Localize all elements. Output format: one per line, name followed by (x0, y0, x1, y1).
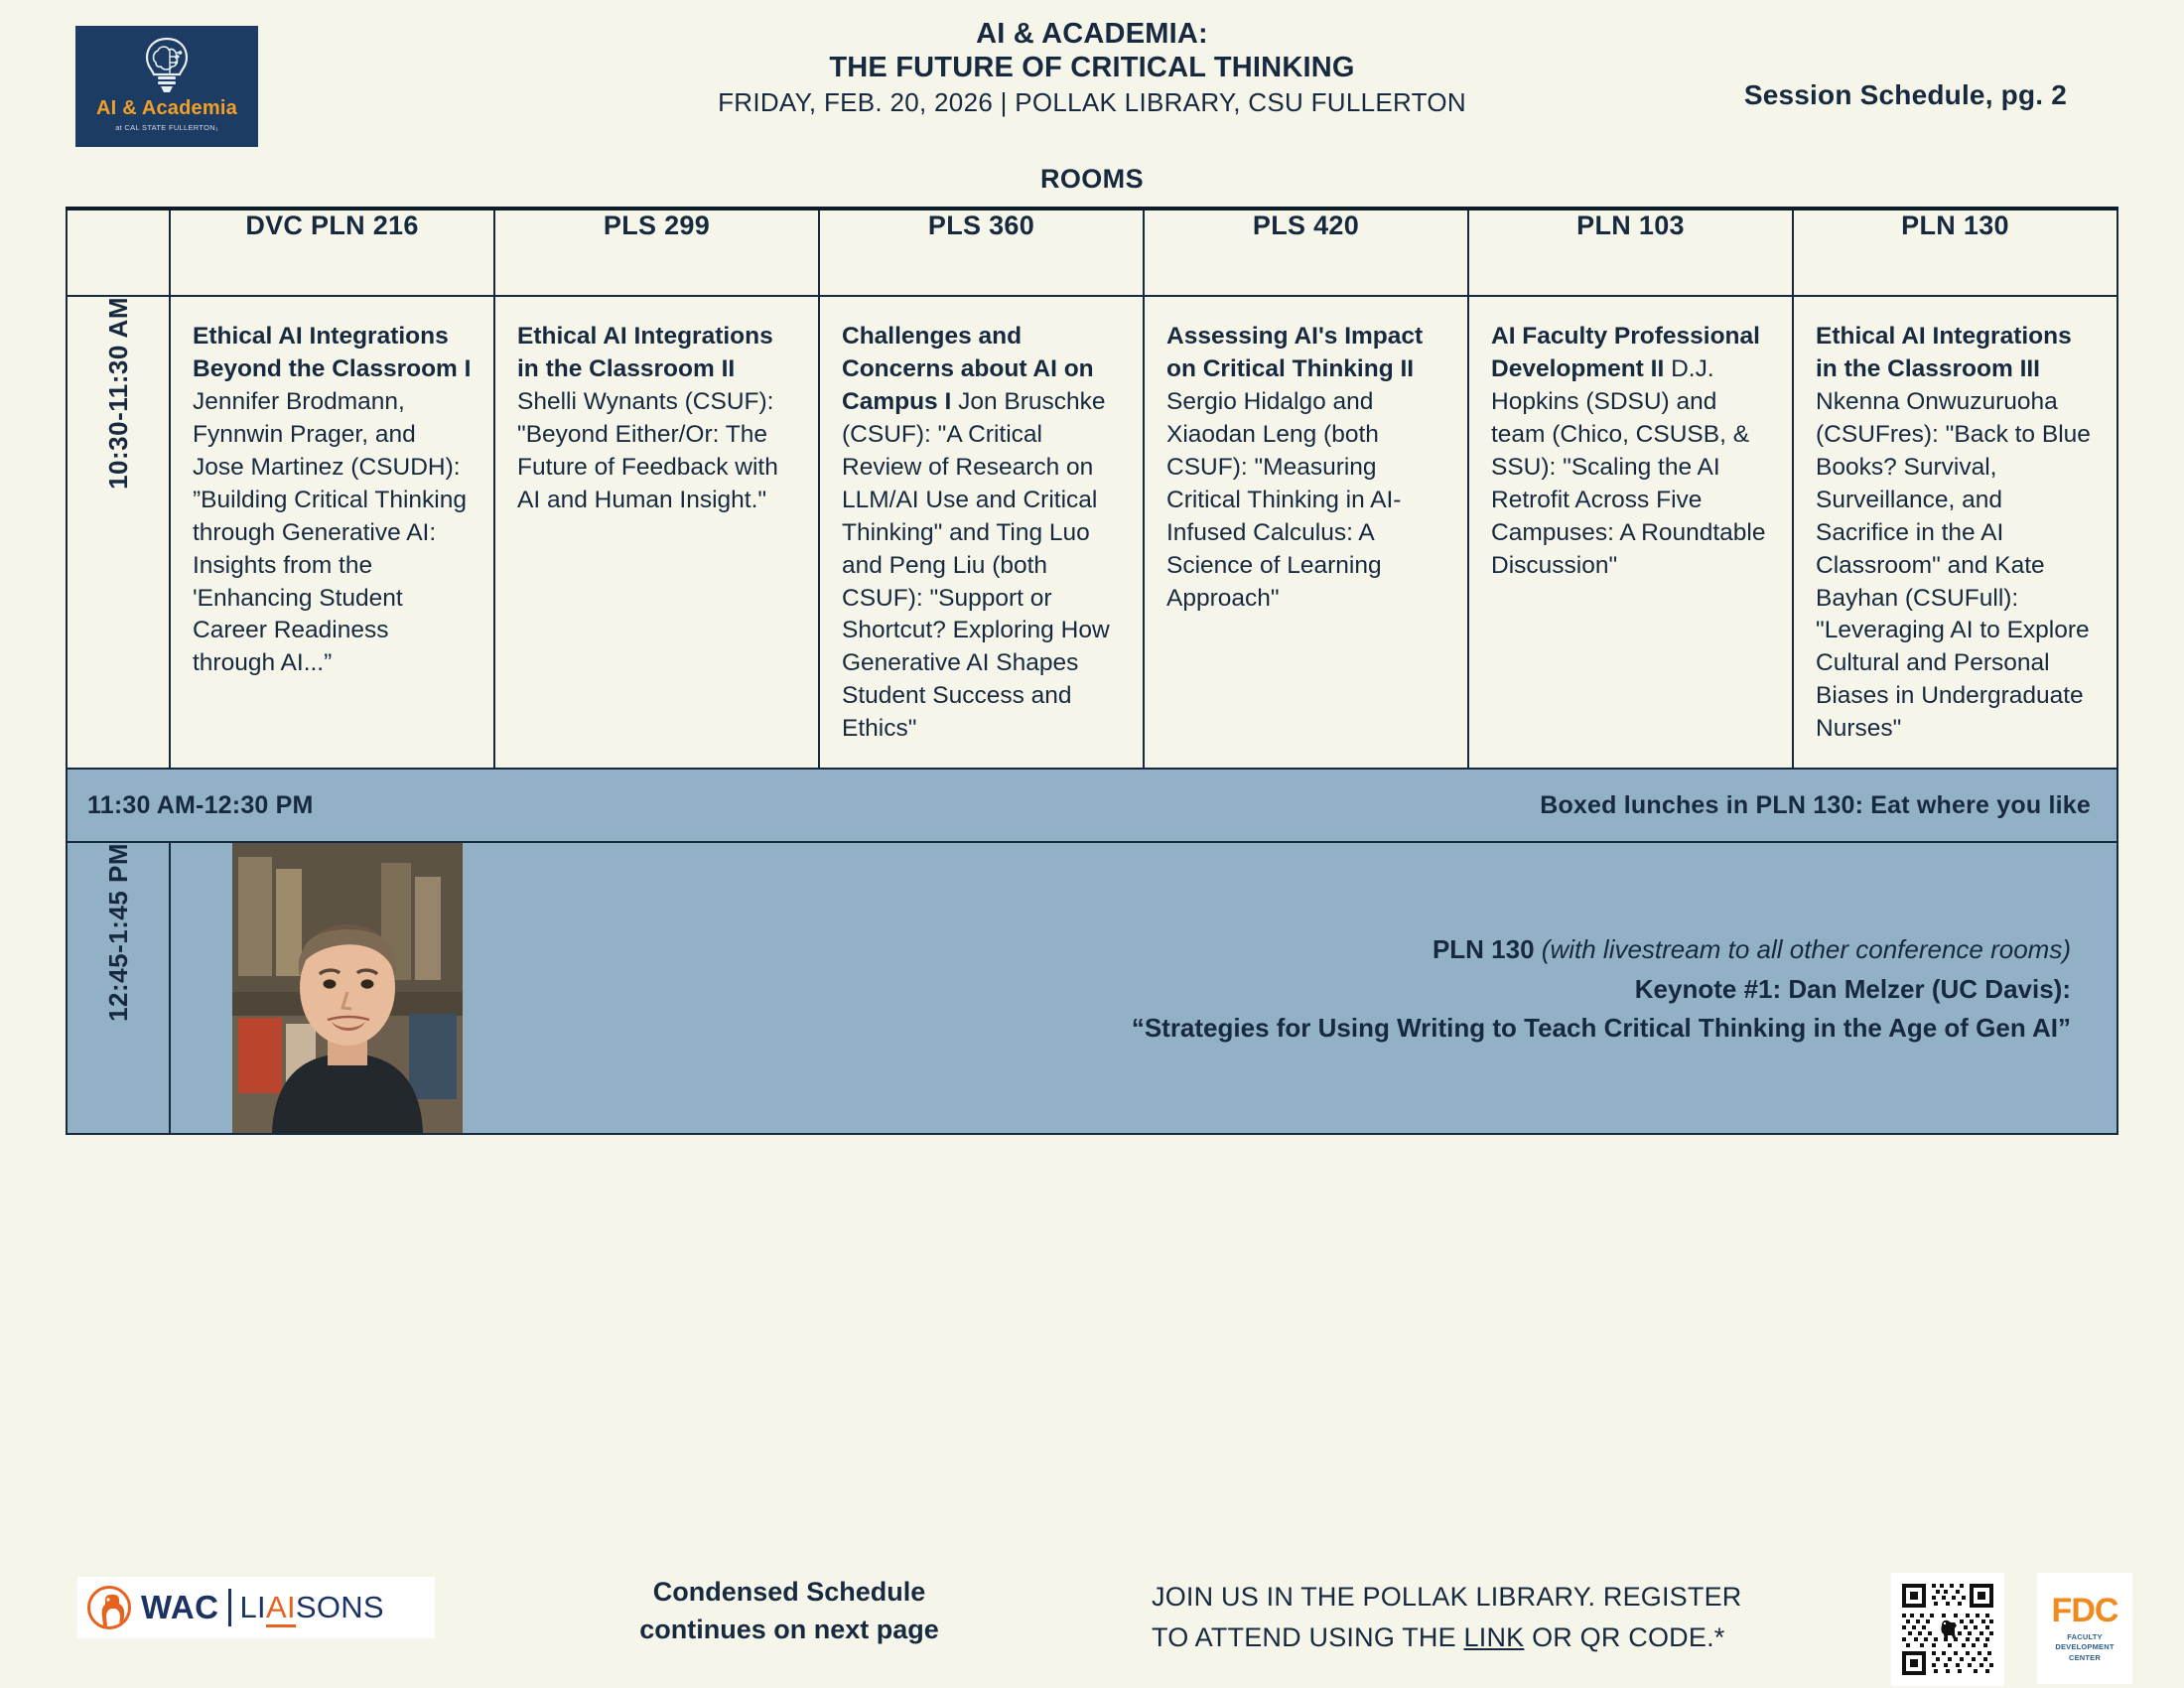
liaisons-wordmark (240, 1590, 384, 1625)
condensed-note-line2: continues on next page (639, 1615, 939, 1645)
registration-note (1152, 1577, 1876, 1658)
header-corner-blank (67, 209, 170, 296)
wac-divider (228, 1589, 231, 1626)
keynote-cell (170, 842, 2117, 1134)
liaisons-prefix: LI (239, 1590, 266, 1624)
registration-line2-pre: TO ATTEND USING THE (1152, 1622, 1464, 1653)
qr-code-graphic (1898, 1580, 1997, 1679)
session-cell-pln-103 (1468, 296, 1793, 769)
keynote-speaker-label: Keynote #1: Dan Melzer (UC Davis): (1634, 973, 2071, 1004)
session-cell-pls-360 (819, 296, 1144, 769)
speaker-headshot-illustration (232, 843, 463, 1133)
session-row-1030 (67, 296, 2117, 769)
event-title-line2: THE FUTURE OF CRITICAL THINKING (829, 51, 1355, 83)
lunch-time-label: 11:30 AM-12:30 PM (87, 790, 314, 819)
fdc-subtitle (2055, 1632, 2114, 1662)
fdc-sub-line2: DEVELOPMENT (2055, 1642, 2115, 1652)
condensed-note-line1: Condensed Schedule (652, 1577, 926, 1607)
session-title: Challenges and Concerns about AI on Campus I (842, 323, 1094, 415)
registration-line2 (1152, 1618, 1876, 1658)
giraffe-circle-icon (87, 1586, 131, 1629)
fdc-letters: FDC (2051, 1592, 2118, 1630)
registration-line2-post: OR QR CODE.* (1524, 1622, 1725, 1653)
registration-line1: JOIN US IN THE POLLAK LIBRARY. REGISTER (1152, 1582, 1742, 1612)
logo-subtitle: at CAL STATE FULLERTON₁ (115, 123, 218, 132)
session-title: AI Faculty Professional Development II (1491, 323, 1760, 382)
session-cell-pls-420 (1144, 296, 1468, 769)
keynote-livestream-note: (with livestream to all other conference rooms) (1541, 934, 2071, 965)
qr-code-icon[interactable] (1891, 1573, 2004, 1686)
fdc-sub-line1: FACULTY (2067, 1632, 2103, 1642)
session-title: Assessing AI's Impact on Critical Thinking II (1166, 323, 1424, 382)
session-title: Ethical AI Integrations Beyond the Classroom I (193, 323, 472, 382)
session-cell-pln-130 (1793, 296, 2117, 769)
session-presenters: D.J. Hopkins (SDSU) and team (Chico, CSUSB, & SSU): "Scaling the AI Retrofit Across Five Campuses: A Roundtable Discussion" (1491, 354, 1766, 579)
table-header-row (67, 209, 2117, 296)
keynote-room-line (463, 930, 2071, 970)
lunch-note-label: Boxed lunches in PLN 130: Eat where you like (1540, 790, 2091, 819)
wac-wordmark: WAC (141, 1589, 219, 1625)
fdc-sub-line3: CENTER (2068, 1652, 2102, 1662)
wac-liaisons-logo (77, 1577, 435, 1638)
room-header-pls-360: PLS 360 (819, 209, 1144, 296)
room-header-dvc-pln-216: DVC PLN 216 (170, 209, 494, 296)
session-presenters: Jennifer Brodmann, Fynnwin Prager, and Jose Martinez (CSUDH): ”Building Critical Thinking through Generative AI: Insights from the 'Enhancing Student Career Readiness through AI...” (193, 387, 467, 677)
session-cell-pls-299 (494, 296, 819, 769)
keynote-speaker-photo (232, 843, 463, 1133)
page-header (0, 0, 2184, 194)
logo-title: AI & Academia (96, 97, 237, 119)
keynote-room-label: PLN 130 (1432, 934, 1535, 965)
liaisons-ai-highlight: AI (266, 1590, 296, 1627)
session-cell-dvc-pln-216 (170, 296, 494, 769)
room-header-pln-130: PLN 130 (1793, 209, 2117, 296)
room-header-pls-420: PLS 420 (1144, 209, 1468, 296)
keynote-row (67, 842, 2117, 1134)
keynote-talk-title: “Strategies for Using Writing to Teach Critical Thinking in the Age of Gen AI” (1131, 1013, 2071, 1044)
session-title: Ethical AI Integrations in the Classroom III (1816, 323, 2072, 382)
session-title: Ethical AI Integrations in the Classroom II (517, 323, 773, 382)
keynote-time-label: 12:45-1:45 PM (102, 843, 133, 1023)
condensed-schedule-note (556, 1573, 1023, 1649)
time-slot-label: 10:30-11:30 AM (102, 297, 133, 490)
keynote-time-slot (67, 842, 170, 1134)
page-footer (0, 1539, 2184, 1688)
lunch-cell (67, 769, 2117, 842)
event-date-venue: FRIDAY, FEB. 20, 2026 | POLLAK LIBRARY, CSU FULLERTON (718, 86, 1466, 117)
room-header-pln-103: PLN 103 (1468, 209, 1793, 296)
registration-link[interactable]: LINK (1463, 1622, 1525, 1653)
giraffe-glyph (90, 1589, 131, 1629)
liaisons-suffix: SONS (295, 1590, 384, 1624)
rooms-heading: ROOMS (1039, 164, 1144, 194)
time-slot-1030-1130 (67, 296, 170, 769)
event-title-line1: AI & ACADEMIA: (976, 18, 1208, 50)
session-presenters: Shelli Wynants (CSUF): "Beyond Either/Or: The Future of Feedback with AI and Human Insight." (517, 387, 778, 513)
session-presenters: Nkenna Onwuzuruoha (CSUFres): "Back to Blue Books? Survival, Surveillance, and Sacrifice in the AI Classroom" and Kate Bayhan (CSUFull): "Leveraging AI to Explore Cultural and Personal Biases in Undergraduate Nurses" (1816, 387, 2091, 743)
session-presenters: Sergio Hidalgo and Xiaodan Leng (both CSUF): "Measuring Critical Thinking in AI-Infused Calculus: A Science of Learning Approach" (1166, 387, 1402, 612)
room-header-pls-299: PLS 299 (494, 209, 819, 296)
lunch-row (67, 769, 2117, 842)
fdc-logo (2037, 1573, 2132, 1684)
page-label: Session Schedule, pg. 2 (1743, 79, 2067, 110)
session-schedule-table (66, 207, 2118, 1135)
session-presenters: Jon Bruschke (CSUF): "A Critical Review of Research on LLM/AI Use and Critical Thinking" and Ting Luo and Peng Liu (both CSUF): "Support or Shortcut? Exploring How Generative AI Shapes Student Success and Ethics" (842, 387, 1110, 743)
